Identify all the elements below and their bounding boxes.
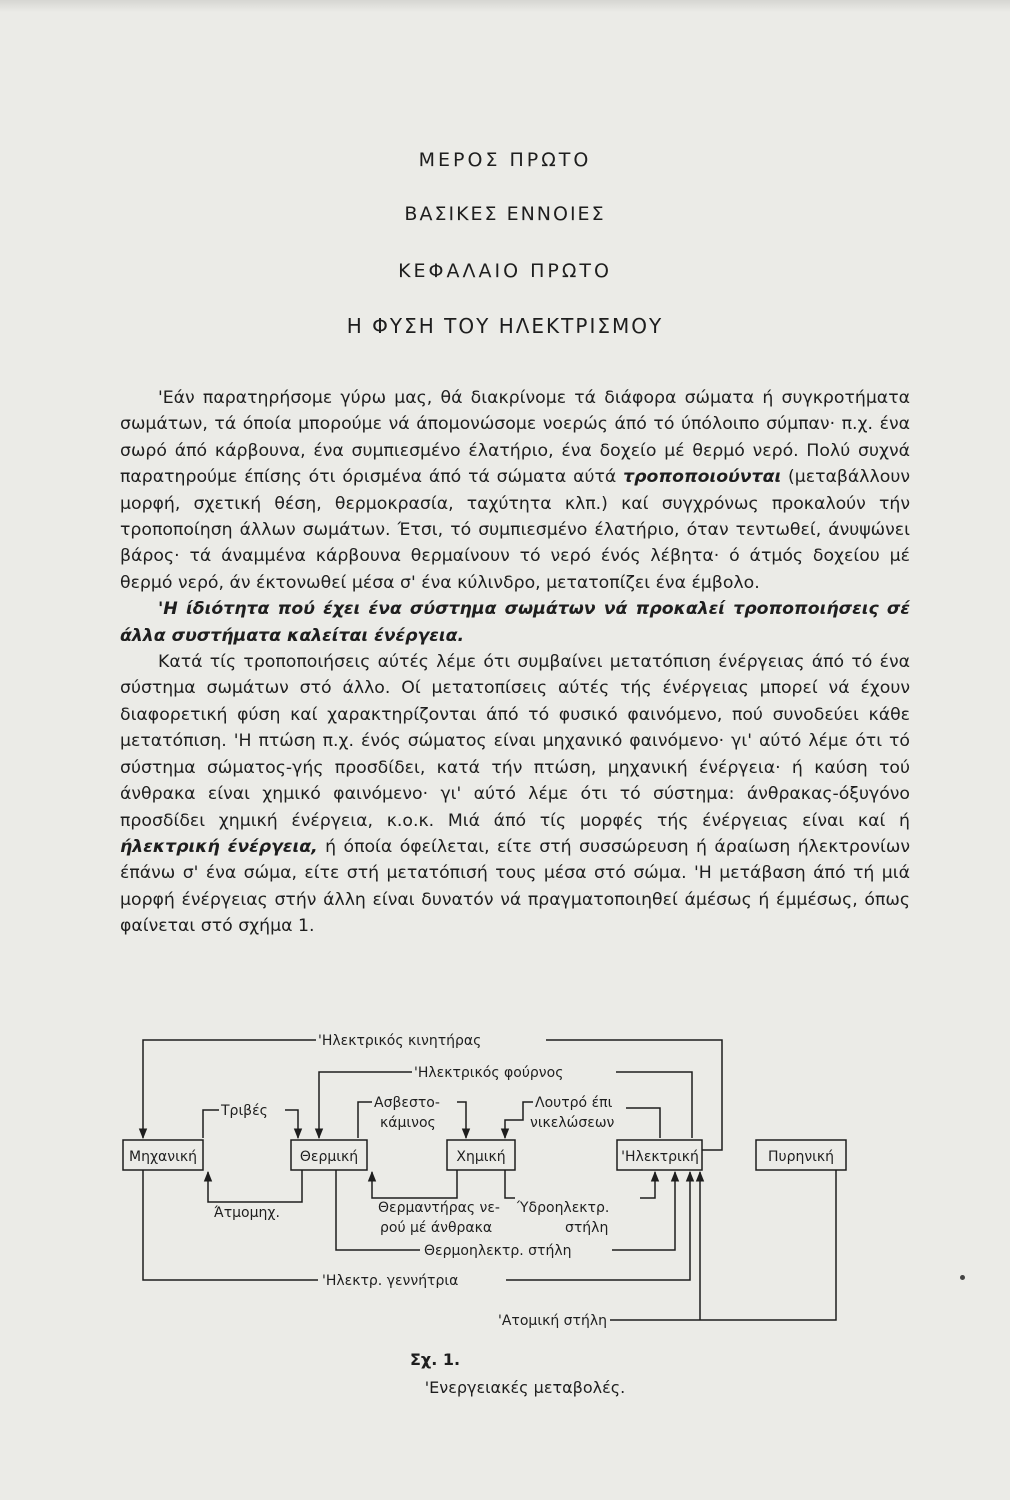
label-electric: 'Ηλεκτρική: [621, 1149, 699, 1165]
label-steam: Άτμομηχ.: [214, 1205, 280, 1221]
label-hydro-1: Ύδροηλεκτρ.: [517, 1200, 610, 1216]
label-coal-1: Θερμαντήρας νε-: [378, 1200, 500, 1216]
line-hydro-b: [640, 1172, 655, 1198]
energy-diagram: [0, 1020, 1010, 1340]
paragraph-3-end: ή όποία όφείλεται, είτε στή συσσώρευση ή άραίωση ήλεκτρονίων έπάνω σ' ένα σώμα, είτε στή μετατόπισή τους μέσα στό σώμα. 'Η μετάβαση άπό τή μιά μορφή ένέργειας στήν άλλη είναι δυνατόν νά πραγματοποιηθεί άμέσως ή έμμέσως, όπως φαίνεται στό σχήμα 1.: [120, 836, 910, 937]
part-heading: ΜΕΡΟΣ ΠΡΩΤΟ: [418, 149, 592, 171]
label-nuclear: Πυρηνική: [767, 1149, 835, 1165]
line-hydro-a: [505, 1170, 515, 1198]
label-thermo: Θερμοηλεκτρ. στήλη: [424, 1243, 572, 1259]
paragraph-3-start: Κατά τίς τροποποιήσεις αύτές λέμε ότι συμβαίνει μετατόπιση ένέργειας άπό τό ένα σύστημα σωμάτων στό άλλο. Οί μετατοπίσεις αύτές τής ένέργειας μπορεί νά έχουν διαφορετική φύση καί χαρακτηρίζονται άπό τό φυσικό φαινόμενο, πού συνοδεύει κάθε μετατόπιση. 'Η πτώση π.χ. ένός σώματος είναι μηχανικό φαινόμενο· γι' αύτό λέμε ότι τό σύστημα σώματος-γής προσδίδει, κατά τήν πτώση, μηχανική ένέργεια· ή καύση τού άνθρακα είναι χημικό φαινόμενο· γι' αύτό λέμε ότι τό σύστημα: άνθρακας-όξυγόνο προσδίδει χημική ένέργεια, κ.ο.κ. Μιά άπό τίς μορφές τής ένέργειας είναι καί ή: [120, 652, 910, 831]
label-kiln-1: Ασβεστο-: [374, 1095, 440, 1111]
line-thermo-b: [612, 1172, 675, 1250]
term-modified: τροποποιούνται: [623, 467, 782, 488]
page-top-shadow: [0, 0, 1010, 12]
energy-definition: 'Η ίδιότητα πού έχει ένα σύστημα σωμάτων νά προκαλεί τροποποιήσεις σέ άλλα συστήματα καλείται ένέργεια.: [120, 599, 910, 646]
speck: [960, 1275, 965, 1280]
label-coal-2: ρού μέ άνθρακα: [380, 1220, 493, 1236]
label-mechanical: Μηχανική: [129, 1149, 197, 1165]
label-plating-1: Λουτρό έπι: [535, 1095, 613, 1111]
line-kiln-b: [457, 1102, 466, 1138]
paragraph-3: [120, 649, 910, 939]
line-gen-a: [143, 1170, 318, 1280]
line-plating-b: [505, 1102, 533, 1138]
paragraph-1-end: (μεταβάλλουν μορφή, σχετική θέση, θερμοκρασία, ταχύτητα κλπ.) καί συγχρόνως προκαλούν τήν τροποποίηση άλλων σωμάτων. Έτσι, τό συμπιεσμένο έλατήριο, όταν τεντωθεί, άνυψώνει βάρος· τά άναμμένα κάρβουνα θερμαίνουν τό νερό ένός λέβητα· ό άτμός δοχείου μέ θερμό νερό, άν έκτονωθεί μέσα σ' ένα κύλινδρο, μετατοπίζει ένα έμβολο.: [120, 467, 910, 593]
line-steam: [208, 1170, 302, 1202]
line-coal: [372, 1170, 457, 1198]
label-friction: Τριβές: [221, 1103, 268, 1119]
part-title: ΒΑΣΙΚΕΣ ΕΝΝΟΙΕΣ: [404, 203, 606, 225]
figure-number: Σχ. 1.: [409, 1350, 461, 1369]
line-plating-a: [626, 1108, 660, 1138]
chapter-title: Η ΦΥΣΗ ΤΟΥ ΗΛΕΚΤΡΙΣΜΟΥ: [346, 314, 664, 338]
line-kiln-a: [358, 1102, 372, 1138]
label-generator: 'Ηλεκτρ. γεννήτρια: [322, 1273, 459, 1289]
label-furnace: 'Ηλεκτρικός φούρνος: [414, 1065, 564, 1081]
label-motor: 'Ηλεκτρικός κινητήρας: [318, 1033, 482, 1049]
line-atomic-a: [610, 1170, 836, 1320]
label-atomic: 'Ατομική στήλη: [498, 1313, 607, 1329]
label-kiln-2: κάμινος: [380, 1115, 436, 1131]
figure-caption: 'Ενεργειακές μεταβολές.: [424, 1378, 626, 1397]
label-hydro-2: στήλη: [565, 1220, 609, 1236]
paragraph-1-start: 'Εάν παρατηρήσομε γύρω μας, θά διακρίνομε τά διάφορα σώματα ή συγκροτήματα σωμάτων, τά όποία μπορούμε νά άπομονώσομε νοερώς άπό τό ύπόλοιπο σύμπαν· π.χ. ένα σωρό άπό κάρβουνα, ένα συμπιεσμένο έλατήριο, ένα δοχείο μέ θερμό νερό. Πολύ συχνά παρατηρούμε έπίσης ότι όρισμένα άπό τά σώματα αύτά: [120, 388, 910, 488]
chapter-heading: ΚΕΦΑΛΑΙΟ ΠΡΩΤΟ: [398, 260, 612, 282]
term-electric-energy: ήλεκτρική ένέργεια,: [120, 836, 318, 857]
label-thermal: Θερμική: [299, 1149, 359, 1165]
paragraph-1: [120, 385, 910, 596]
body-text: [120, 385, 910, 940]
label-plating-2: νικελώσεων: [530, 1115, 615, 1131]
label-chemical: Χημική: [456, 1149, 506, 1165]
